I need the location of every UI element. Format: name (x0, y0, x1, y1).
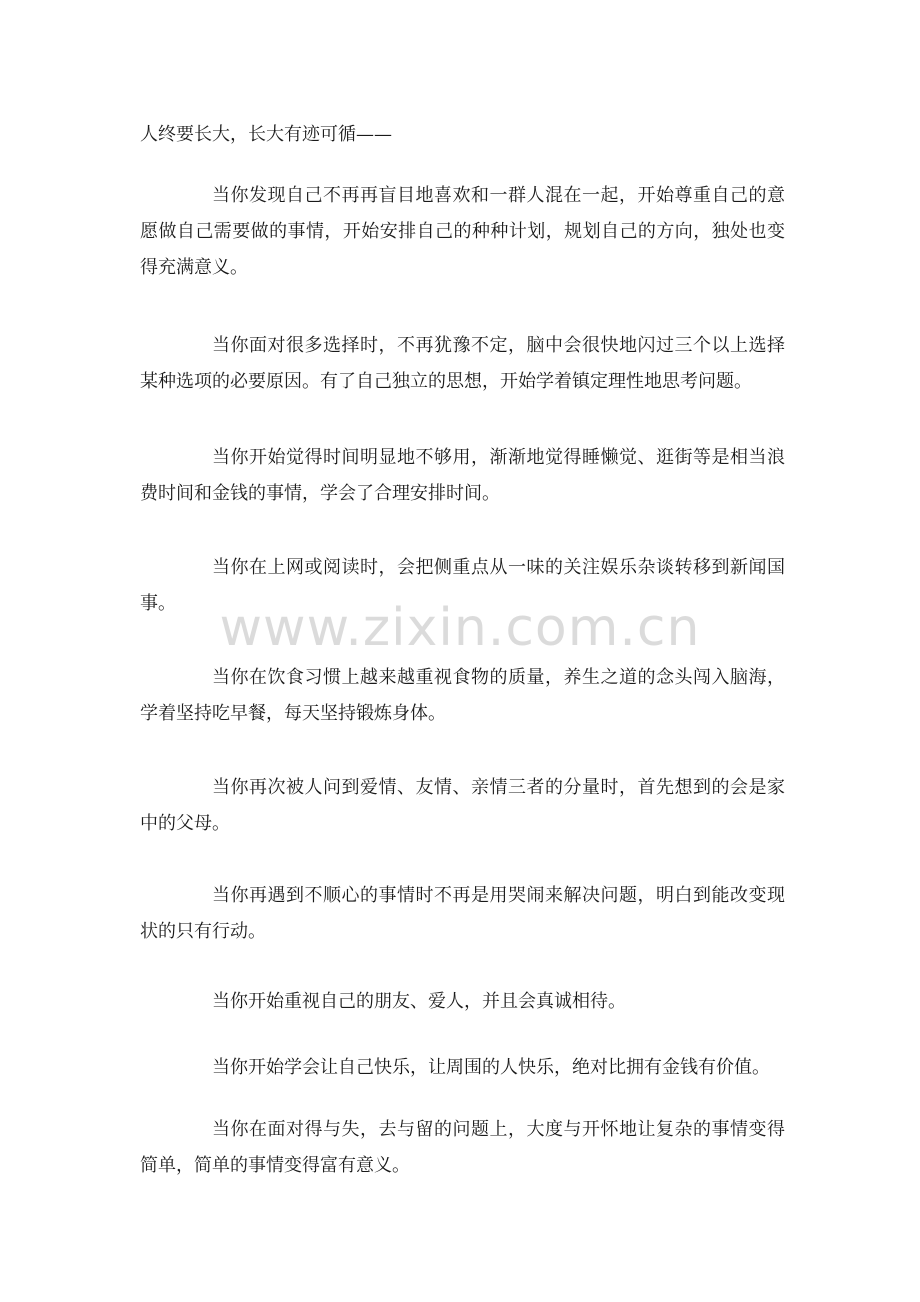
paragraph-1: 当你发现自己不再再盲目地喜欢和一群人混在一起，开始尊重自己的意愿做自己需要做的事情，开始安排自己的种种计划，规划自己的方向，独处也变得充满意义。 (140, 185, 785, 278)
paragraph-5: 当你在饮食习惯上越来越重视食物的质量，养生之道的念头闯入脑海，学着坚持吃早餐，每天坚持锻炼身体。 (140, 667, 785, 724)
paragraph-8: 当你开始重视自己的朋友、爱人，并且会真诚相待。 (212, 991, 626, 1012)
paragraph-9: 当你开始学会让自己快乐，让周围的人快乐，绝对比拥有金钱有价值。 (212, 1057, 770, 1078)
paragraph-10: 当你在面对得与失，去与留的问题上，大度与开怀地让复杂的事情变得简单，简单的事情变得富有意义。 (140, 1119, 785, 1176)
paragraph-2: 当你面对很多选择时，不再犹豫不定，脑中会很快地闪过三个以上选择某种选项的必要原因。有了自己独立的思想，开始学着镇定理性地思考问题。 (140, 335, 785, 392)
document-title: 人终要长大，长大有迹可循—— (140, 124, 392, 145)
paragraph-6: 当你再次被人问到爱情、友情、亲情三者的分量时，首先想到的会是家中的父母。 (140, 777, 785, 834)
paragraph-3: 当你开始觉得时间明显地不够用，渐渐地觉得睡懒觉、逛街等是相当浪费时间和金钱的事情，学会了合理安排时间。 (140, 447, 785, 504)
paragraph-4: 当你在上网或阅读时，会把侧重点从一味的关注娱乐杂谈转移到新闻国事。 (140, 557, 785, 614)
paragraph-7: 当你再遇到不顺心的事情时不再是用哭闹来解决问题，明白到能改变现状的只有行动。 (140, 885, 785, 942)
watermark: www.zixin.com.cn (219, 598, 701, 658)
